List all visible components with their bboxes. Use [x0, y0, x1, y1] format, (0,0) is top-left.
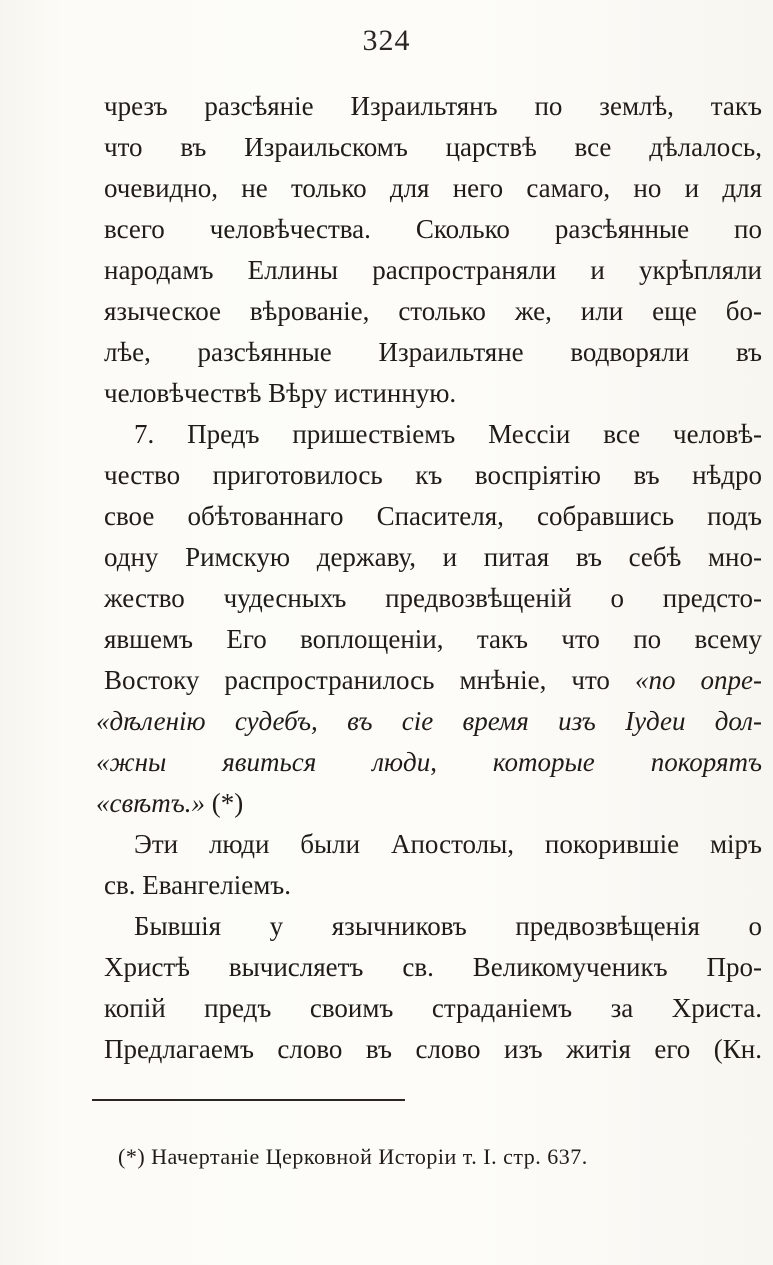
paragraph-start-line: 7. Предъ пришествіемъ Мессіи все человѣ- — [134, 419, 762, 449]
footnote-divider — [92, 1099, 405, 1101]
text-line — [104, 660, 762, 701]
text-line: жество чудесныхъ предвозвѣщеній о предсто- — [104, 583, 762, 613]
text-line: человѣчествѣ Вѣру истинную. — [104, 378, 457, 408]
quotation-line — [96, 783, 762, 824]
text-span: , — [430, 747, 493, 777]
text-line: явшемъ Его воплощеніи, такъ что по всему — [104, 624, 762, 654]
text-span: Востоку распространилось мнѣніе, что — [104, 665, 635, 695]
quotation-line — [96, 742, 762, 783]
quotation-span: «жны явиться люди — [96, 747, 431, 777]
text-line: что въ Израильскомъ царствѣ все дѣлалось, — [104, 132, 762, 162]
text-line: копій предъ своимъ страданіемъ за Христа. — [104, 993, 762, 1023]
text-line: Христѣ вычисляетъ св. Великомученикъ Про- — [104, 952, 762, 982]
text-line: одну Римскую державу, и питая въ себѣ мно- — [104, 542, 762, 572]
paragraph-start-line: Бывшія у язычниковъ предвозвѣщенія о — [134, 911, 762, 941]
footnote-marker: (*) — [204, 788, 244, 818]
text-line: свое обѣтованнаго Спасителя, собравшись подъ — [104, 501, 762, 531]
page-number: 324 — [362, 24, 411, 57]
text-line: очевидно, не только для него самаго, но и для — [104, 173, 762, 203]
footnote: (*) Начертаніе Церковной Исторіи т. I. стр. 637. — [118, 1144, 588, 1169]
body-text — [96, 86, 763, 1070]
quotation-span: «свѣтъ.» — [96, 788, 205, 818]
text-line: лѣе, разсѣянные Израильтяне водворяли въ — [104, 337, 762, 367]
text-line: всего человѣчества. Сколько разсѣянные по — [104, 214, 762, 244]
quotation-span: «по опре- — [634, 665, 762, 695]
text-line: Предлагаемъ слово въ слово изъ житія его (Кн. — [104, 1034, 762, 1064]
quotation-span: которые покорятъ — [492, 747, 763, 777]
text-line: чрезъ разсѣяніе Израильтянъ по землѣ, такъ — [104, 91, 762, 121]
quotation-line: «дѣленію судебъ, въ сіе время изъ Іудеи дол- — [96, 706, 762, 736]
text-line: языческое вѣрованіе, столько же, или еще бо- — [104, 296, 762, 326]
text-line: народамъ Еллины распространяли и укрѣпляли — [104, 255, 762, 285]
text-line: чество приготовилось къ воспріятію въ нѣдро — [104, 460, 762, 490]
paragraph-start-line: Эти люди были Апостолы, покорившіе міръ — [134, 829, 762, 859]
text-line: св. Евангеліемъ. — [104, 870, 292, 900]
